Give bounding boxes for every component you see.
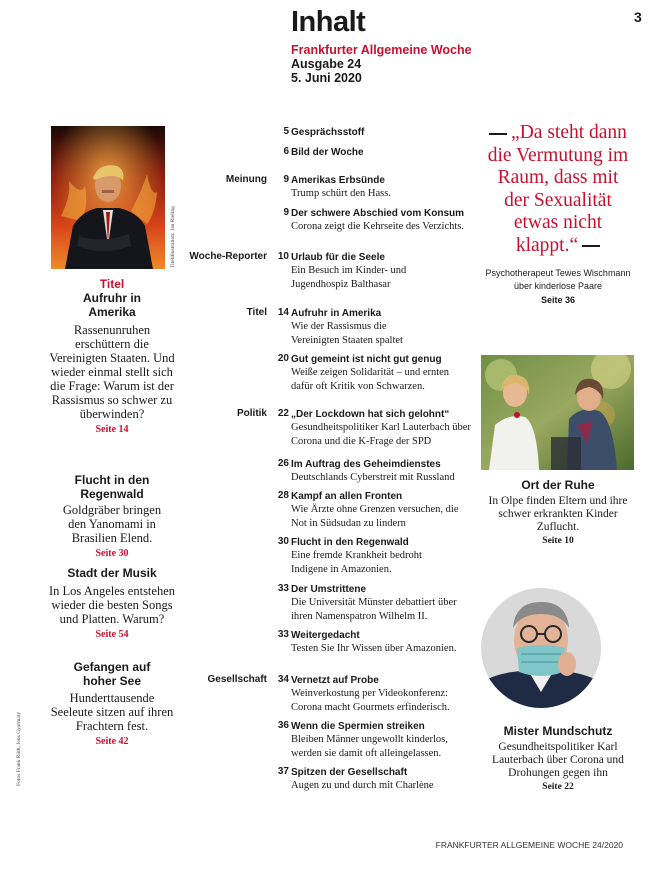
toc-page: 34 (277, 674, 289, 685)
toc-page: 9 (283, 174, 289, 185)
feature-page-ref[interactable]: Seite 22 (542, 782, 574, 792)
toc-entry[interactable] (270, 536, 495, 576)
feature-text: Goldgräber bringen den Yanomami in Brasilien Elend. (62, 503, 162, 545)
toc-desc: Trump schürt den Hass. (291, 188, 391, 199)
toc-page: 6 (283, 146, 289, 157)
toc-entry[interactable] (270, 408, 495, 448)
left-feature-regenwald (48, 473, 176, 559)
section-gesellschaft: Gesellschaft (207, 674, 267, 685)
toc-desc: Weiße zeigen Solidarität – und ernten dafür oft Kritik von Schwarzen. (291, 367, 450, 392)
toc-desc: Corona zeigt die Kehrseite des Verzichts. (291, 221, 464, 232)
toc-entry[interactable] (270, 629, 495, 656)
feature-title: Stadt der Musik (67, 566, 157, 580)
toc-title: Bild der Woche (291, 147, 364, 158)
toc-title: Wenn die Spermien streiken (291, 721, 425, 732)
toc-entry[interactable] (270, 174, 495, 201)
feature-text: In Olpe finden Eltern und ihre schwer erkrankten Kinder Zuflucht. (488, 495, 628, 533)
toc-page: 26 (277, 458, 289, 469)
quote-rule-left (489, 133, 507, 135)
lauterbach-photo (481, 588, 601, 708)
toc-entry[interactable] (270, 146, 495, 159)
toc-desc: Gesundheitspolitiker Karl Lauterbach über Corona und die K-Frage der SPD (291, 422, 471, 447)
toc-page: 30 (277, 536, 289, 547)
feature-rubric: Titel (99, 277, 125, 291)
toc-entry[interactable] (270, 126, 495, 139)
feature-page-ref[interactable]: Seite 54 (95, 629, 129, 640)
right-feature-mundschutz (478, 724, 638, 792)
toc-entry[interactable] (270, 674, 495, 714)
toc-title: Urlaub für die Seele (291, 252, 385, 263)
feature-title: Ort der Ruhe (521, 478, 595, 492)
toc-desc: Weinverkostung per Videokonferenz: Corona macht Gourmets erfinderisch. (291, 688, 450, 713)
hospice-photo (481, 355, 634, 470)
toc-desc: Bleiben Männer ungewollt kinderlos, werden sie damit oft alleingelassen. (291, 734, 448, 759)
toc-desc: Deutschlands Cyberstreit mit Russland (291, 472, 455, 483)
toc-desc: Eine fremde Krankheit bedroht Indigene in Amazonien. (291, 550, 422, 575)
toc-entry[interactable] (270, 251, 495, 291)
cover-illustration-credit: Titelillustration: Jan Rieling (170, 206, 176, 268)
quote-attribution: Psychotherapeut Tewes Wischmann über kinderlose Paare (485, 268, 631, 291)
feature-page-ref[interactable]: Seite 30 (95, 548, 129, 559)
feature-title: Aufruhr in Amerika (83, 291, 141, 319)
toc-page: 20 (277, 353, 289, 364)
toc-entry[interactable] (270, 720, 495, 760)
feature-page-ref[interactable]: Seite 10 (542, 536, 574, 546)
toc-page: 28 (277, 490, 289, 501)
toc-title: „Der Lockdown hat sich gelohnt“ (291, 409, 450, 420)
feature-title: Gefangen auf hoher See (73, 660, 151, 688)
cover-illustration (51, 126, 165, 269)
left-feature-title-story (48, 277, 176, 435)
toc-desc: Testen Sie Ihr Wissen über Amazonien. (291, 643, 457, 654)
quote-page-ref[interactable]: Seite 36 (540, 295, 576, 305)
toc-page: 33 (277, 583, 289, 594)
toc-entry[interactable] (270, 766, 495, 793)
toc-entry[interactable] (270, 458, 495, 485)
page-number: 3 (634, 9, 642, 25)
toc-page: 33 (277, 629, 289, 640)
toc-title: Kampf an allen Fronten (291, 491, 403, 502)
pull-quote-text: „Da steht dann die Vermutung im Raum, dass mit der Sexualität etwas nicht klappt.“ (487, 122, 629, 256)
toc-desc: Die Universität Münster debattiert über ihren Namenspatron Wilhelm II. (291, 597, 457, 622)
quote-rule-right (582, 245, 600, 247)
toc-entry[interactable] (270, 583, 495, 623)
feature-title: Mister Mundschutz (503, 724, 613, 738)
toc-entry[interactable] (270, 490, 495, 530)
toc-page: 14 (277, 307, 289, 318)
toc-entry[interactable] (270, 307, 495, 347)
toc-desc: Wie der Rassismus die Vereinigten Staaten spaltet (291, 321, 403, 346)
toc-page: 37 (277, 766, 289, 777)
publication-name: Frankfurter Allgemeine Woche (291, 43, 472, 57)
toc-page: 9 (283, 207, 289, 218)
toc-title: Gut gemeint ist nicht gut genug (291, 354, 442, 365)
toc-entry[interactable] (270, 207, 495, 234)
toc-desc: Wie Ärzte ohne Grenzen versuchen, die Not in Südsudan zu lindern (291, 504, 459, 529)
feature-text: Gesundheitspolitiker Karl Lauterbach über Corona und Drohungen gegen ihn (492, 741, 624, 779)
feature-text: Hunderttausende Seeleute sitzen auf ihren Frachtern fest. (50, 691, 174, 733)
left-feature-stadt (48, 566, 176, 640)
toc-page: 5 (283, 126, 289, 137)
toc-title: Der Umstrittene (291, 584, 367, 595)
photo-credit: Fotos Frank Röth, Jens Gyarmaty (16, 711, 22, 786)
left-feature-see (48, 660, 176, 747)
toc-title: Weitergedacht (291, 630, 360, 641)
toc-title: Der schwere Abschied vom Konsum (291, 208, 465, 219)
toc-title: Spitzen der Gesellschaft (291, 767, 408, 778)
right-feature-ruhe (478, 478, 638, 546)
toc-desc: Augen zu und durch mit Charlène (291, 780, 434, 791)
toc-title: Amerikas Erbsünde (291, 175, 385, 186)
section-meinung: Meinung (225, 174, 267, 185)
section-titel: Titel (246, 307, 267, 318)
feature-text: Rassenunruhen erschüttern die Vereinigten Staaten. Und wieder einmal stellt sich die Frage: Warum ist der Rassismus so schwer zu überwinden? (49, 323, 175, 421)
toc-title: Aufruhr in Amerika (291, 308, 382, 319)
feature-title: Flucht in den Regenwald (74, 473, 150, 501)
toc-page: 22 (277, 408, 289, 419)
toc-desc: Ein Besuch im Kinder- und Jugendhospiz Balthasar (291, 265, 407, 290)
toc-title: Flucht in den Regenwald (291, 537, 409, 548)
feature-text: In Los Angeles entstehen wieder die besten Songs und Platten. Warum? (48, 584, 175, 626)
page-title: Inhalt (291, 6, 366, 38)
feature-page-ref[interactable]: Seite 14 (95, 424, 129, 435)
pull-quote (478, 122, 638, 257)
issue-number: Ausgabe 24 (291, 57, 362, 71)
toc-title: Vernetzt auf Probe (291, 675, 379, 686)
feature-page-ref[interactable]: Seite 42 (95, 736, 129, 747)
pull-quote-block (478, 122, 638, 305)
section-politik: Politik (236, 408, 267, 419)
toc-page: 10 (277, 251, 289, 262)
toc-entry[interactable] (270, 353, 495, 393)
section-woche-reporter: Woche-Reporter (189, 251, 267, 262)
toc-title: Gesprächsstoff (291, 127, 365, 138)
issue-date: 5. Juni 2020 (291, 71, 362, 85)
toc-page: 36 (277, 720, 289, 731)
toc-title: Im Auftrag des Geheimdienstes (291, 459, 441, 470)
footer-issue: FRANKFURTER ALLGEMEINE WOCHE 24/2020 (435, 840, 623, 850)
